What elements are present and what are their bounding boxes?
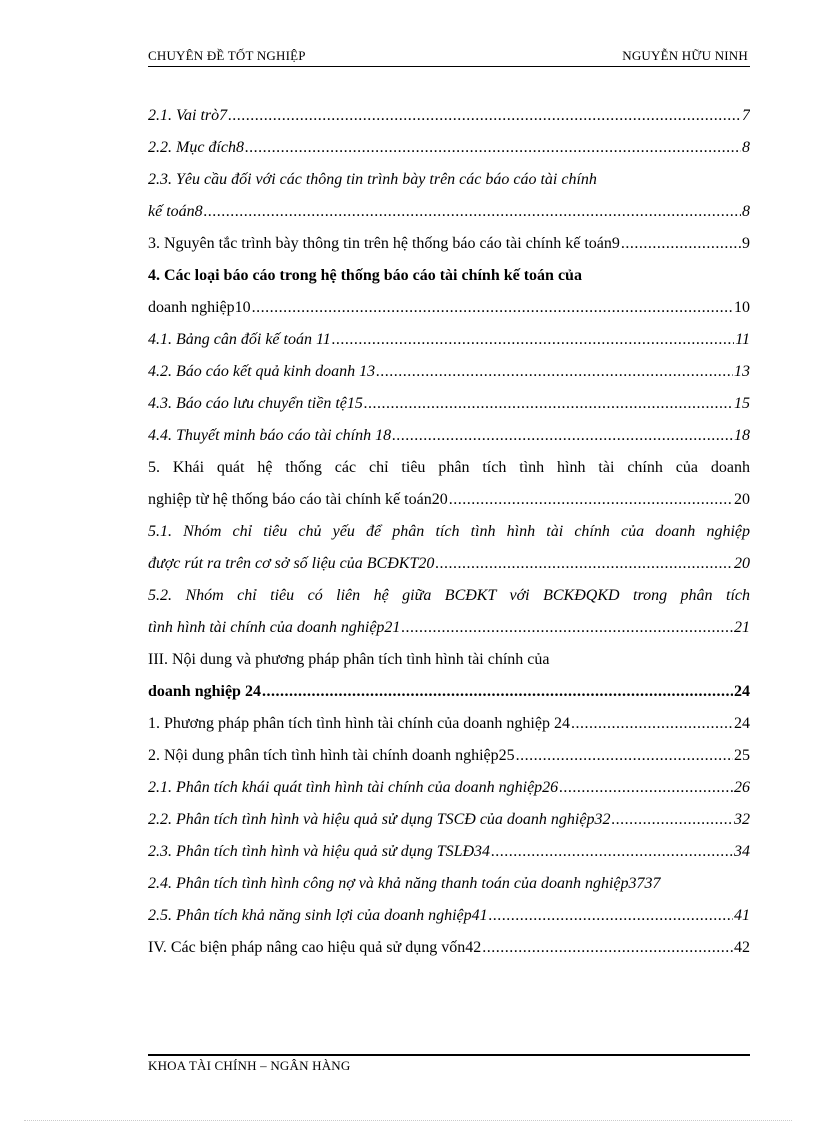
toc-entry — [148, 712, 750, 736]
toc-entry — [148, 552, 750, 576]
toc-entry-title: 2.4. Phân tích tình hình công nợ và khả năng thanh toán của doanh nghiệp3737 — [148, 875, 661, 892]
toc-page-number: 10 — [734, 299, 750, 316]
toc-leader-dots — [491, 840, 733, 864]
toc-page-number: 8 — [742, 139, 750, 156]
toc-leader-dots — [204, 200, 741, 224]
toc-entry — [148, 776, 750, 800]
toc-leader-dots — [435, 552, 733, 576]
toc-entry-title: 2.3. Yêu cầu đối với các thông tin trình bày trên các báo cáo tài chính — [148, 171, 597, 188]
toc-page-number: 13 — [734, 363, 750, 380]
toc-entry — [148, 168, 750, 192]
toc-page-number: 42 — [734, 939, 750, 956]
toc-leader-dots — [516, 744, 733, 768]
toc-entry — [148, 808, 750, 832]
footer-divider — [148, 1054, 750, 1056]
toc-entry — [148, 392, 750, 416]
toc-entry — [148, 328, 750, 352]
toc-leader-dots — [245, 136, 741, 160]
toc-page-number: 20 — [734, 555, 750, 572]
toc-entry — [148, 424, 750, 448]
toc-entry-title: 4. Các loại báo cáo trong hệ thống báo cáo tài chính kế toán của — [148, 267, 582, 284]
toc-entry-title: III. Nội dung và phương pháp phân tích tình hình tài chính của — [148, 651, 550, 668]
toc-page-number: 21 — [734, 619, 750, 636]
toc-leader-dots — [228, 104, 741, 128]
header-author: NGUYỄN HỮU NINH — [622, 48, 748, 63]
toc-page-number: 20 — [734, 491, 750, 508]
toc-entry-title: 2.3. Phân tích tình hình và hiệu quả sử dụng TSLĐ34 — [148, 843, 491, 860]
toc-entry-title: 3. Nguyên tắc trình bày thông tin trên hệ thống báo cáo tài chính kế toán9 — [148, 235, 620, 252]
toc-entry-title: 2.1. Phân tích khái quát tình hình tài chính của doanh nghiệp26 — [148, 779, 559, 796]
toc-entry — [148, 232, 750, 256]
toc-leader-dots — [482, 936, 733, 960]
page-header — [148, 48, 748, 66]
toc-entry — [148, 264, 750, 288]
toc-leader-dots — [332, 328, 734, 352]
header-divider — [148, 66, 750, 67]
toc-entry-title: 2.2. Phân tích tình hình và hiệu quả sử dụng TSCĐ của doanh nghiệp32 — [148, 811, 611, 828]
toc-leader-dots — [376, 360, 733, 384]
toc-entry — [148, 616, 750, 640]
toc-entry-title: nghiệp từ hệ thống báo cáo tài chính kế toán20 — [148, 491, 448, 508]
toc-entry — [148, 872, 750, 896]
toc-page-number: 26 — [734, 779, 750, 796]
page-footer: KHOA TÀI CHÍNH – NGÂN HÀNG — [148, 1058, 351, 1073]
toc-entry — [148, 456, 750, 480]
toc-entry — [148, 488, 750, 512]
toc-entry-title: 5.1. Nhóm chỉ tiêu chủ yếu để phân tích tình hình tài chính của doanh nghiệp — [148, 523, 750, 540]
page-edge — [24, 1120, 792, 1121]
toc-entry — [148, 744, 750, 768]
toc-entry-title: 4.4. Thuyết minh báo cáo tài chính 18 — [148, 427, 392, 444]
toc-page-number: 15 — [734, 395, 750, 412]
toc-entry — [148, 520, 750, 544]
toc-entry-title: doanh nghiệp10 — [148, 299, 251, 316]
toc-leader-dots — [489, 904, 733, 928]
toc-entry — [148, 136, 750, 160]
toc-entry-title: 2.1. Vai trò7 — [148, 107, 228, 124]
toc-page-number: 7 — [742, 107, 750, 124]
toc-entry-title: được rút ra trên cơ sở số liệu của BCĐKT20 — [148, 555, 435, 572]
toc-entry-title: 4.3. Báo cáo lưu chuyển tiền tệ15 — [148, 395, 363, 412]
toc-entry — [148, 104, 750, 128]
toc-leader-dots — [571, 712, 733, 736]
toc-page-number: 9 — [742, 235, 750, 252]
toc-entry — [148, 936, 750, 960]
toc-leader-dots — [449, 488, 733, 512]
toc-entry-title: 1. Phương pháp phân tích tình hình tài chính của doanh nghiệp 24 — [148, 715, 570, 732]
toc-leader-dots — [252, 296, 733, 320]
toc-entry-title: 2. Nội dung phân tích tình hình tài chính doanh nghiệp25 — [148, 747, 515, 764]
toc-page-number: 41 — [734, 907, 750, 924]
toc-entry — [148, 360, 750, 384]
toc-page-number: 11 — [735, 331, 750, 348]
toc-entry-title: 4.2. Báo cáo kết quả kinh doanh 13 — [148, 363, 376, 380]
toc-page-number: 34 — [734, 843, 750, 860]
toc-leader-dots — [262, 680, 733, 704]
toc-entry-title: 2.2. Mục đích8 — [148, 139, 244, 156]
toc-leader-dots — [611, 808, 733, 832]
toc-page-number: 8 — [742, 203, 750, 220]
toc-entry-title: 5. Khái quát hệ thống các chỉ tiêu phân tích tình hình tài chính của doanh — [148, 459, 750, 476]
toc-page-number: 18 — [734, 427, 750, 444]
toc-entry — [148, 584, 750, 608]
toc-entry — [148, 904, 750, 928]
toc-entry-title: 5.2. Nhóm chỉ tiêu có liên hệ giữa BCĐKT với BCKĐQKD trong phân tích — [148, 587, 750, 604]
toc-page-number: 32 — [734, 811, 750, 828]
toc-entry — [148, 840, 750, 864]
toc-entry-title: 4.1. Bảng cân đối kế toán 11 — [148, 331, 331, 348]
toc-leader-dots — [401, 616, 733, 640]
toc-entry-title: IV. Các biện pháp nâng cao hiệu quả sử dụng vốn42 — [148, 939, 482, 956]
toc-entry-title: 2.5. Phân tích khả năng sinh lợi của doanh nghiệp41 — [148, 907, 488, 924]
toc-entry-title: kế toán8 — [148, 203, 203, 220]
toc-leader-dots — [392, 424, 733, 448]
toc-entry — [148, 296, 750, 320]
header-left-title: CHUYÊN ĐỀ TỐT NGHIỆP — [148, 48, 306, 63]
toc-leader-dots — [559, 776, 733, 800]
toc-page-number: 24 — [734, 683, 750, 700]
toc-entry-title: doanh nghiệp 24 — [148, 683, 261, 700]
toc-entry — [148, 680, 750, 704]
toc-page-number: 24 — [734, 715, 750, 732]
toc-leader-dots — [621, 232, 741, 256]
toc-leader-dots — [364, 392, 733, 416]
toc-page-number: 25 — [734, 747, 750, 764]
toc-entry-title: tình hình tài chính của doanh nghiệp21 — [148, 619, 401, 636]
toc-entry — [148, 648, 750, 672]
toc-entry — [148, 200, 750, 224]
